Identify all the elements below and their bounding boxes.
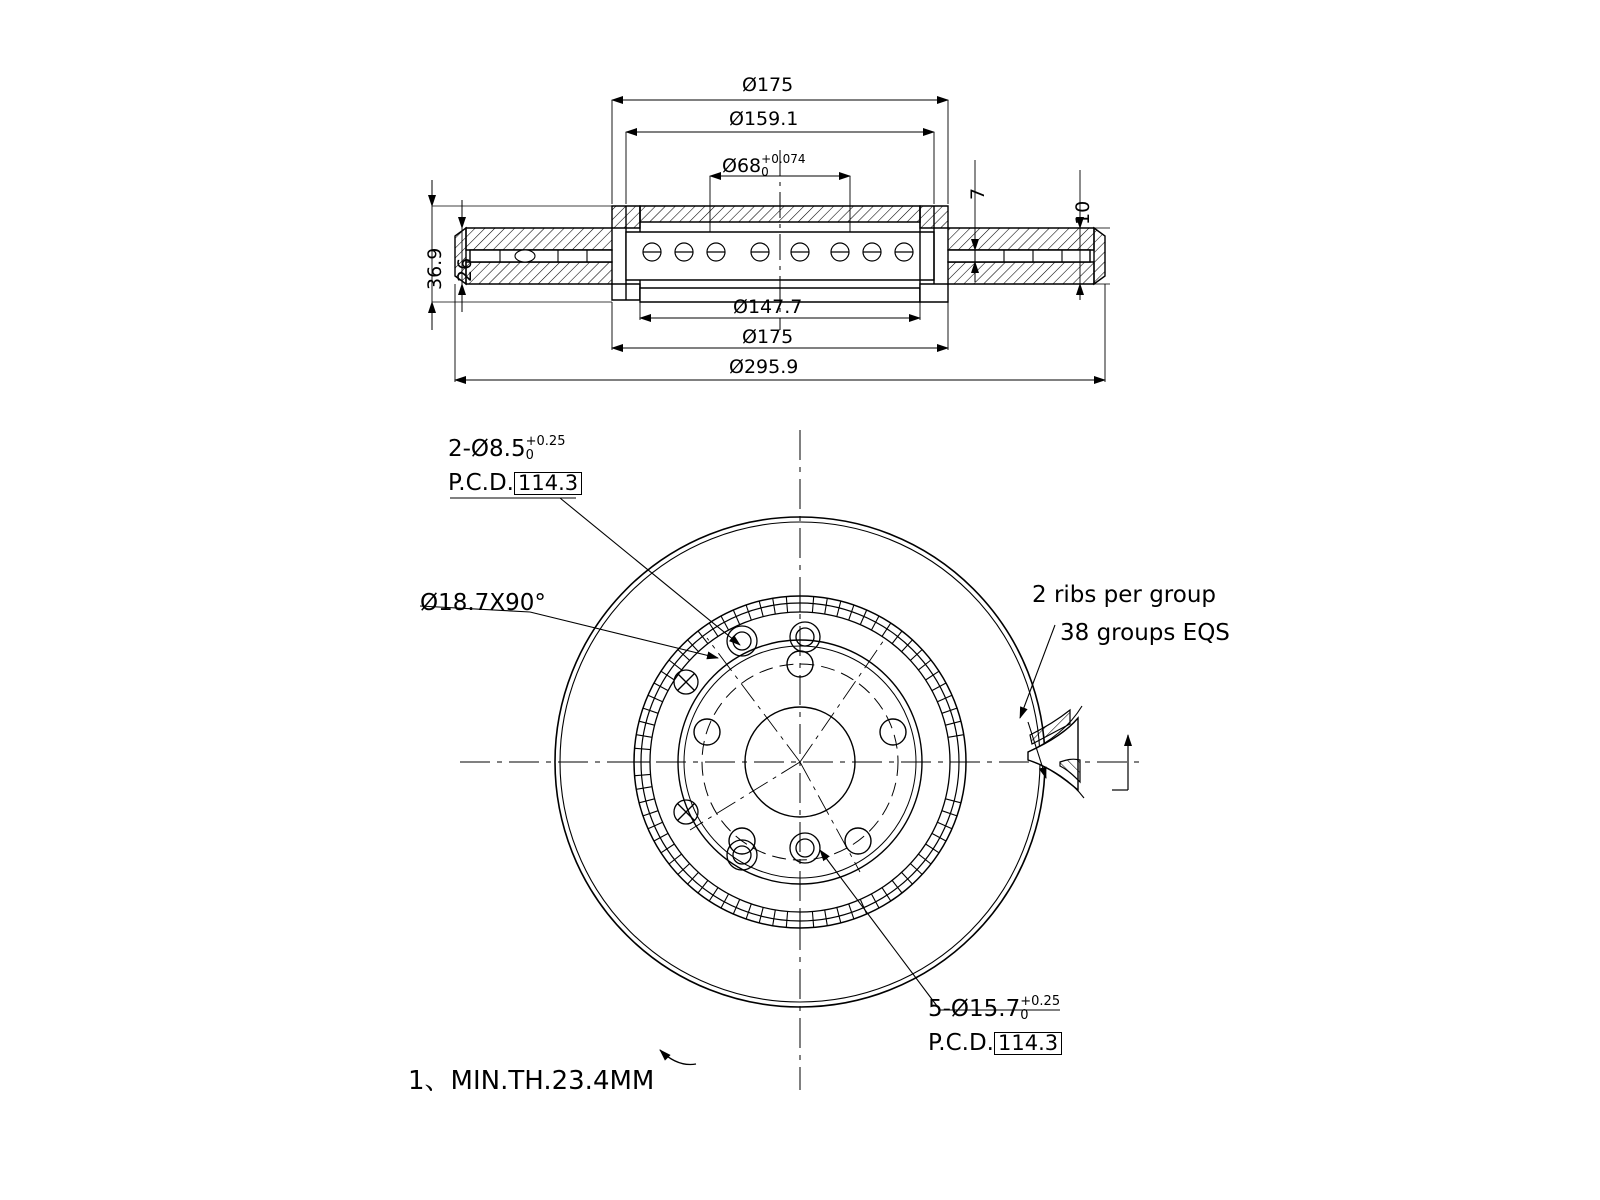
note-1: 1、MIN.TH.23.4MM — [408, 1066, 655, 1096]
dim-bore-68-tolerance — [761, 153, 805, 178]
dim-bore-68-value: Ø68 — [722, 155, 762, 178]
small-holes — [674, 670, 698, 824]
callout-small-holes-pcd-label: P.C.D. — [448, 470, 514, 496]
callout-stud-holes-tol-upper: +0.25 — [1020, 994, 1061, 1009]
callout-chamfer: Ø18.7X90° — [420, 590, 546, 616]
hat-hole-lower-right — [790, 833, 820, 863]
callout-stud-holes-pcd — [928, 1032, 1062, 1055]
callout-small-holes-pcd-value: 114.3 — [514, 472, 582, 495]
callout-stud-holes-tol-lower: 0 — [1020, 1007, 1029, 1023]
dim-10: 10 — [1072, 200, 1094, 225]
chamfer-hole — [727, 626, 757, 656]
section-left-ring — [455, 228, 612, 284]
callout-ribs-line1: 2 ribs per group — [1032, 582, 1216, 608]
dim-36-9: 36.9 — [424, 247, 446, 290]
dim-159-1: Ø159.1 — [729, 108, 799, 130]
dim-bore-68-tol-lower: 0 — [761, 164, 769, 179]
dim-147-7: Ø147.7 — [733, 296, 803, 318]
leader-lines — [420, 498, 1060, 1010]
callout-stud-holes-tolerance — [1020, 995, 1060, 1022]
callout-small-holes-value: 2-Ø8.5 — [448, 436, 526, 463]
callout-small-holes-tolerance — [526, 435, 566, 462]
dim-od-bottom: Ø175 — [742, 326, 794, 348]
callout-stud-holes-pcd-label: P.C.D. — [928, 1030, 994, 1056]
dim-od-top: Ø175 — [742, 74, 794, 96]
dim-7: 7 — [967, 187, 989, 200]
callout-small-holes-tol-upper: +0.25 — [525, 434, 566, 449]
callout-stud-holes-pcd-value: 114.3 — [994, 1032, 1062, 1055]
dim-bore-68-tol-upper: +0.074 — [761, 152, 806, 166]
rotation-arrow — [660, 1050, 696, 1064]
dim-bore-68 — [722, 154, 806, 179]
dim-26: 26 — [454, 257, 476, 282]
callout-ribs-line2: 38 groups EQS — [1060, 620, 1230, 646]
callout-small-holes — [448, 436, 565, 463]
callout-small-holes-pcd — [448, 472, 582, 495]
callout-stud-holes — [928, 996, 1060, 1023]
dim-outer-diameter: Ø295.9 — [729, 356, 799, 378]
callout-stud-holes-value: 5-Ø15.7 — [928, 996, 1021, 1023]
face-view-group — [420, 430, 1140, 1090]
callout-small-holes-tol-lower: 0 — [525, 447, 534, 463]
section-right-ring — [948, 228, 1105, 284]
hat-hole-upper-right — [790, 622, 820, 652]
